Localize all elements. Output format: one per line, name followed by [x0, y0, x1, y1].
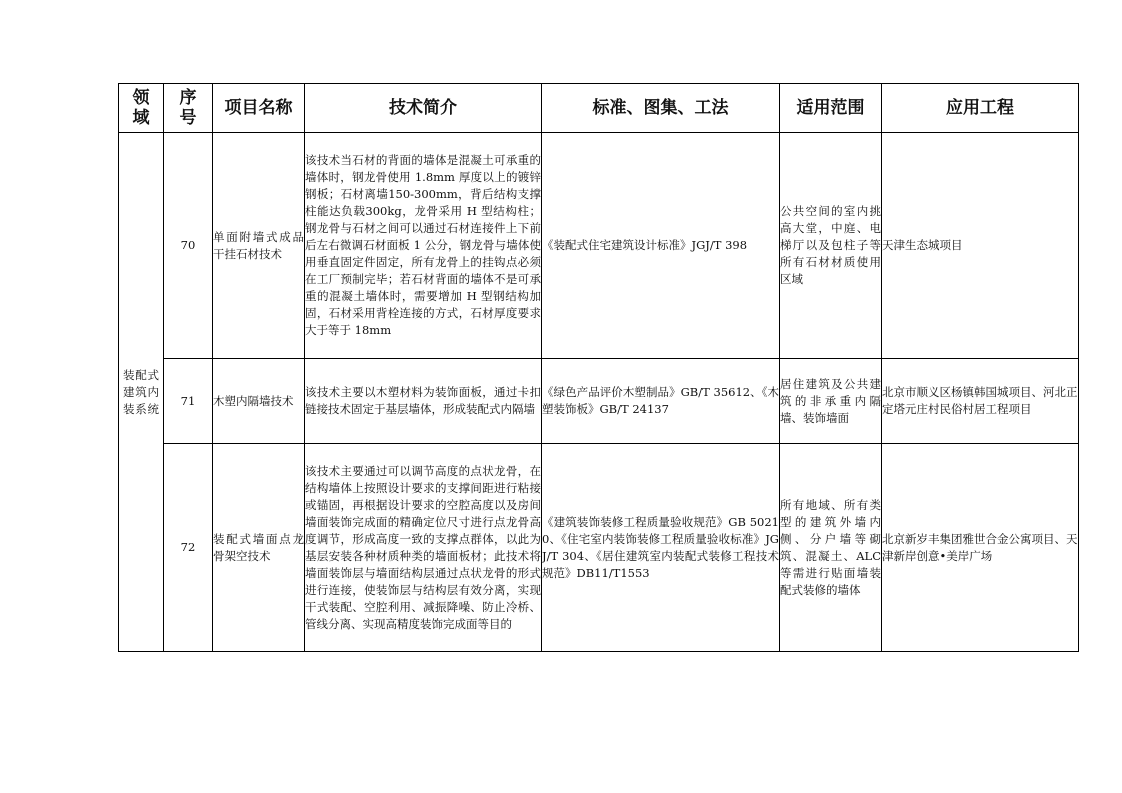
row-number: 70 [164, 133, 213, 359]
standard-text: 《建筑装饰装修工程质量验收规范》GB 50210、《住宅室内装饰装修工程质量验收标准》JGJ/T 304、《居住建筑室内装配式装修工程技术规范》DB11/T1553 [542, 444, 780, 652]
row-number: 71 [164, 359, 213, 444]
project-name: 单面附墙式成品干挂石材技术 [213, 133, 305, 359]
technology-table [118, 83, 1079, 652]
domain-cell [119, 133, 164, 652]
table-row [119, 359, 1079, 444]
header-number: 序号 [164, 84, 213, 133]
header-project-name: 项目名称 [213, 84, 305, 133]
header-scope: 适用范围 [780, 84, 882, 133]
scope-text: 居住建筑及公共建筑的非承重内隔墙、装饰墙面 [780, 359, 882, 444]
scope-text: 公共空间的室内挑高大堂，中庭、电梯厅以及包柱子等所有石材材质使用区域 [780, 133, 882, 359]
application-project: 北京新岁丰集团雅世合金公寓项目、天津新岸创意•美岸广场 [882, 444, 1079, 652]
standard-text: 《绿色产品评价木塑制品》GB/T 35612、《木塑装饰板》GB/T 24137 [542, 359, 780, 444]
standard-text: 《装配式住宅建筑设计标准》JGJ/T 398 [542, 133, 780, 359]
table-row [119, 444, 1079, 652]
header-domain: 领域 [119, 84, 164, 133]
application-project: 北京市顺义区杨镇韩国城项目、河北正定塔元庄村民俗村居工程项目 [882, 359, 1079, 444]
tech-description: 该技术当石材的背面的墙体是混凝土可承重的墙体时，钢龙骨使用 1.8mm 厚度以上的镀锌钢板；石材离墙150-300mm，背后结构支撑柱能达负载300kg，龙骨采用 H 型结构柱；钢龙骨与石材之间可以通过石材连接件上下前后左右微调石材面板 1 公分，钢龙骨与墙体使用垂直固定件固定，所有龙骨上的挂钩点必须在工厂预制完毕；若石材背面的墙体不是可承重的混凝土墙体时，需要增加 H 型钢结构加固，石材采用背栓连接的方式，石材厚度要求大于等于 18mm [305, 133, 542, 359]
row-number: 72 [164, 444, 213, 652]
header-tech-intro: 技术简介 [305, 84, 542, 133]
header-application: 应用工程 [882, 84, 1079, 133]
tech-description: 该技术主要以木塑材料为装饰面板，通过卡扣链接技术固定于基层墙体，形成装配式内隔墙 [305, 359, 542, 444]
header-standard: 标准、图集、工法 [542, 84, 780, 133]
scope-text: 所有地域、所有类型的建筑外墙内侧、分户墙等砌筑、混凝土、ALC 等需进行贴面墙装配式装修的墙体 [780, 444, 882, 652]
tech-description: 该技术主要通过可以调节高度的点状龙骨，在结构墙体上按照设计要求的支撑间距进行粘接或锚固，再根据设计要求的空腔高度以及房间墙面装饰完成面的精确定位尺寸进行点龙骨高度调节，形成高度一致的支撑点群体，以此为基层安装各种材质种类的墙面板材；此技术将墙面装饰层与墙面结构层通过点状龙骨的形式进行连接，使装饰层与结构层有效分离，实现干式装配、空腔利用、减振降噪、防止冷桥、管线分离、实现高精度装饰完成面等目的 [305, 444, 542, 652]
table-row [119, 133, 1079, 359]
project-name: 木塑内隔墙技术 [213, 359, 305, 444]
table-header-row [119, 84, 1079, 133]
application-project: 天津生态城项目 [882, 133, 1079, 359]
domain-label: 装配式建筑内装系统 [123, 367, 159, 416]
project-name: 装配式墙面点龙骨架空技术 [213, 444, 305, 652]
